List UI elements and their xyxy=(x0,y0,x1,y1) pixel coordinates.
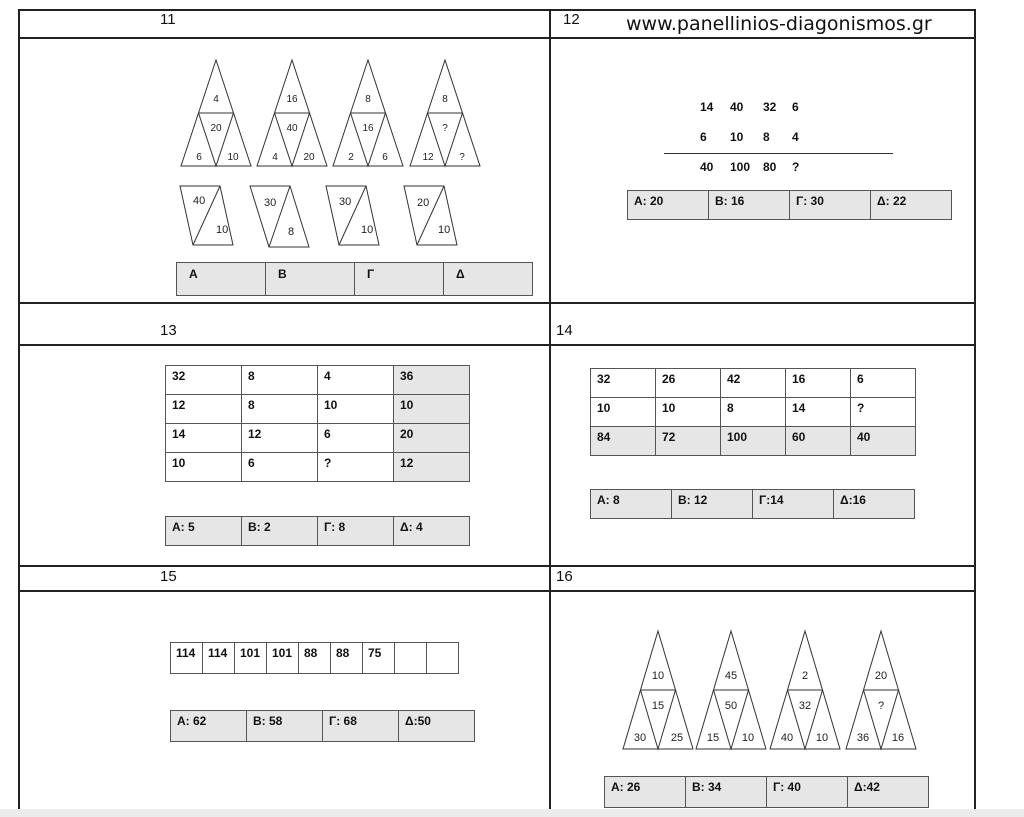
p14-answer-bar xyxy=(590,489,915,519)
table-cell: 84 xyxy=(591,427,656,456)
answer-option-a[interactable]: Α: 26 xyxy=(605,777,686,808)
table-cell: 100 xyxy=(721,427,786,456)
table-cell: ? xyxy=(851,398,916,427)
grid-line xyxy=(549,9,551,809)
answer-option-d[interactable]: Δ: 4 xyxy=(394,517,470,546)
grid-number: 100 xyxy=(730,160,751,174)
grid-number: 8 xyxy=(763,130,770,144)
option-number: 30 xyxy=(264,197,277,209)
sequence-cell: 88 xyxy=(299,643,331,674)
panel-number-13: 13 xyxy=(160,322,177,339)
p16-triangle-puzzle xyxy=(620,628,920,753)
answer-option-b[interactable]: Β xyxy=(266,263,355,296)
p12-answer-bar xyxy=(627,190,952,220)
answer-option-a[interactable]: Α: 5 xyxy=(166,517,242,546)
answer-option-c[interactable]: Γ:14 xyxy=(753,490,834,519)
answer-option-b[interactable]: Β: 16 xyxy=(709,191,790,220)
triangle-number: 2 xyxy=(348,152,354,163)
grid-number: 6 xyxy=(792,100,799,114)
answer-option-c[interactable]: Γ: 30 xyxy=(790,191,871,220)
p12-number-grid xyxy=(700,100,820,190)
answer-option-a[interactable]: Α: 62 xyxy=(171,711,247,742)
sequence-cell: 101 xyxy=(267,643,299,674)
triangle-number: 6 xyxy=(196,152,202,163)
triangle-number: 8 xyxy=(365,94,371,105)
triangle-number: 4 xyxy=(213,94,219,105)
table-cell: 10 xyxy=(591,398,656,427)
table-cell: 10 xyxy=(394,395,470,424)
sequence-cell: 101 xyxy=(235,643,267,674)
grid-line xyxy=(18,9,20,809)
table-cell: 14 xyxy=(166,424,242,453)
grid-line xyxy=(18,37,976,39)
triangle-number: ? xyxy=(459,152,465,163)
triangle-number: 40 xyxy=(780,732,794,744)
triangle-number: 36 xyxy=(856,732,870,744)
triangle-number: 32 xyxy=(798,700,812,712)
triangle-number: 20 xyxy=(210,123,222,134)
grid-line xyxy=(18,590,976,592)
grid-number: 80 xyxy=(763,160,777,174)
triangle-number: 16 xyxy=(362,123,374,134)
option-number: 10 xyxy=(216,224,229,236)
grid-line xyxy=(18,565,976,567)
triangle-number: ? xyxy=(877,700,885,712)
p14-number-table xyxy=(590,368,916,456)
p15-sequence-row xyxy=(170,642,459,674)
triangle-number: 25 xyxy=(670,732,684,744)
table-cell: 8 xyxy=(242,395,318,424)
table-cell: 12 xyxy=(394,453,470,482)
grid-number: 6 xyxy=(700,130,707,144)
option-number: 10 xyxy=(361,224,374,236)
answer-option-c[interactable]: Γ: 68 xyxy=(323,711,399,742)
table-cell: 40 xyxy=(851,427,916,456)
option-number: 20 xyxy=(417,197,430,209)
table-cell: 8 xyxy=(721,398,786,427)
sequence-cell: 75 xyxy=(363,643,395,674)
grid-number: 4 xyxy=(792,130,799,144)
p16-answer-bar xyxy=(604,776,929,808)
option-number: 10 xyxy=(438,224,451,236)
table-cell: 60 xyxy=(786,427,851,456)
answer-option-a[interactable]: Α: 8 xyxy=(591,490,672,519)
sequence-cell[interactable] xyxy=(427,643,459,674)
triangle-number: 15 xyxy=(651,700,665,712)
table-cell: 42 xyxy=(721,369,786,398)
triangle-number: 12 xyxy=(422,152,434,163)
grid-line xyxy=(974,9,976,809)
bottom-strip xyxy=(0,809,1024,817)
table-cell: 6 xyxy=(318,424,394,453)
triangle-number: 45 xyxy=(724,670,738,682)
table-cell: 20 xyxy=(394,424,470,453)
triangle-number: 30 xyxy=(633,732,647,744)
triangle-number: 16 xyxy=(891,732,905,744)
triangle-number: 40 xyxy=(286,123,298,134)
grid-number: 40 xyxy=(700,160,714,174)
grid-number: 10 xyxy=(730,130,744,144)
option-number: 8 xyxy=(288,226,295,238)
grid-number: 32 xyxy=(763,100,777,114)
table-cell: 32 xyxy=(166,366,242,395)
table-cell: 10 xyxy=(318,395,394,424)
panel-number-11: 11 xyxy=(160,11,176,28)
grid-number: 40 xyxy=(730,100,744,114)
table-cell: 10 xyxy=(656,398,721,427)
triangle-number: 10 xyxy=(815,732,829,744)
table-cell: 4 xyxy=(318,366,394,395)
option-number: 30 xyxy=(339,196,352,208)
triangle-number: 4 xyxy=(272,152,278,163)
grid-number: ? xyxy=(792,160,800,174)
triangle-number: 50 xyxy=(724,700,738,712)
answer-option-c[interactable]: Γ xyxy=(355,263,444,296)
answer-option-a[interactable]: Α xyxy=(177,263,266,296)
sequence-cell: 114 xyxy=(203,643,235,674)
p12-divider xyxy=(664,153,893,154)
panel-number-16: 16 xyxy=(556,568,573,585)
grid-number: 14 xyxy=(700,100,714,114)
answer-option-d[interactable]: Δ:16 xyxy=(834,490,915,519)
answer-option-d[interactable]: Δ: 22 xyxy=(871,191,952,220)
triangle-number: 16 xyxy=(286,94,298,105)
answer-option-d[interactable]: Δ xyxy=(444,263,533,296)
answer-option-b[interactable]: Β: 34 xyxy=(686,777,767,808)
table-cell: ? xyxy=(318,453,394,482)
answer-option-b[interactable]: Β: 58 xyxy=(247,711,323,742)
panel-number-12: 12 xyxy=(563,11,580,28)
triangle-number: 15 xyxy=(706,732,720,744)
triangle-number: 10 xyxy=(227,152,239,163)
answer-option-a[interactable]: Α: 20 xyxy=(628,191,709,220)
sequence-cell: 114 xyxy=(171,643,203,674)
table-cell: 12 xyxy=(242,424,318,453)
table-cell: 16 xyxy=(786,369,851,398)
p11-triangle-puzzle xyxy=(170,55,490,175)
triangle-number: 20 xyxy=(874,670,888,682)
table-cell: 72 xyxy=(656,427,721,456)
triangle-number: 8 xyxy=(442,94,448,105)
table-cell: 12 xyxy=(166,395,242,424)
sequence-cell: 88 xyxy=(331,643,363,674)
option-number: 40 xyxy=(193,195,206,207)
sequence-cell[interactable] xyxy=(395,643,427,674)
answer-option-c[interactable]: Γ: 8 xyxy=(318,517,394,546)
table-cell: 8 xyxy=(242,366,318,395)
table-cell: 36 xyxy=(394,366,470,395)
p11-answer-bar xyxy=(176,262,533,296)
triangle-number: 2 xyxy=(801,670,809,682)
answer-option-c[interactable]: Γ: 40 xyxy=(767,777,848,808)
table-cell: 32 xyxy=(591,369,656,398)
panel-number-14: 14 xyxy=(556,322,573,339)
p13-answer-bar xyxy=(165,516,470,546)
table-cell: 6 xyxy=(242,453,318,482)
table-cell: 6 xyxy=(851,369,916,398)
p15-answer-bar xyxy=(170,710,475,742)
answer-option-d[interactable]: Δ:42 xyxy=(848,777,929,808)
triangle-number: 20 xyxy=(303,152,315,163)
table-cell: 14 xyxy=(786,398,851,427)
site-url: www.panellinios-diagonismos.gr xyxy=(626,13,932,35)
grid-line xyxy=(18,344,976,346)
table-cell: 10 xyxy=(166,453,242,482)
answer-option-b[interactable]: Β: 12 xyxy=(672,490,753,519)
triangle-number: 10 xyxy=(741,732,755,744)
triangle-number: 10 xyxy=(651,670,665,682)
grid-line xyxy=(18,302,976,304)
triangle-number: 6 xyxy=(382,152,388,163)
answer-option-d[interactable]: Δ:50 xyxy=(399,711,475,742)
answer-option-b[interactable]: Β: 2 xyxy=(242,517,318,546)
triangle-number: ? xyxy=(442,123,448,134)
p13-number-table xyxy=(165,365,470,482)
table-cell: 26 xyxy=(656,369,721,398)
p11-option-shapes xyxy=(170,183,490,253)
panel-number-15: 15 xyxy=(160,568,177,585)
